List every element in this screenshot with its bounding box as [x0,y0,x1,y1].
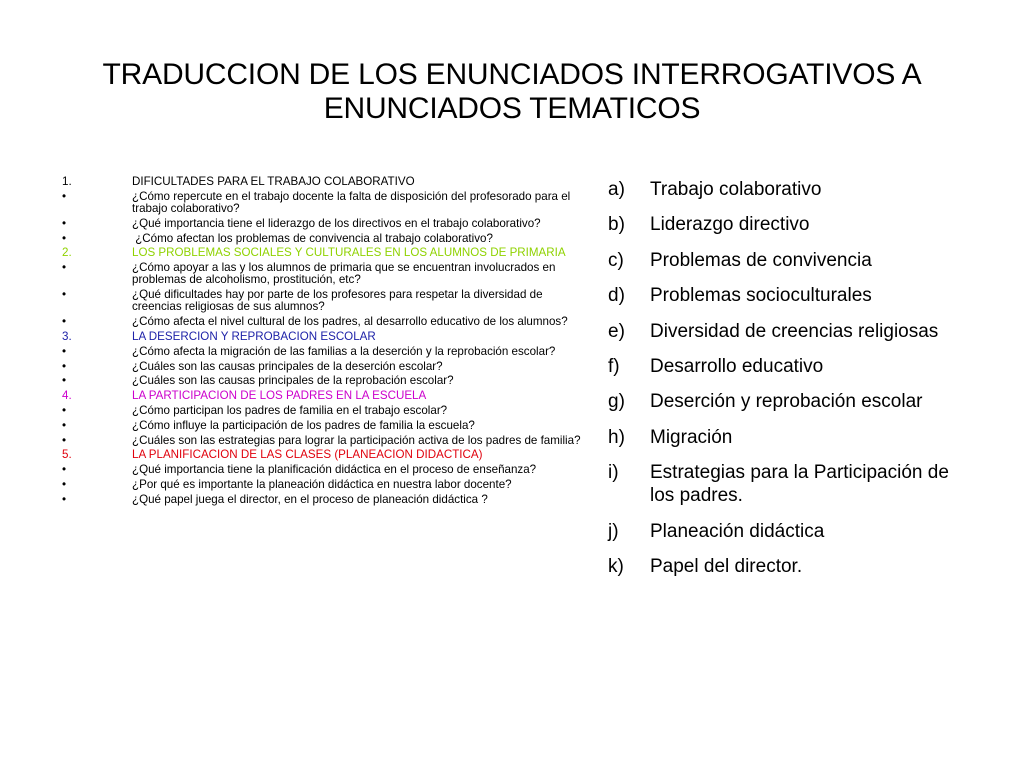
question-text: ¿Cuáles son las estrategias para lograr la participación activa de los padres de familia? [132,433,581,447]
theme-item [608,284,978,307]
bullet-icon: • [62,261,67,275]
question-text: ¿Por qué es importante la planeación didáctica en nuestra labor docente? [132,477,512,491]
section-heading-text: LA PARTICIPACION DE LOS PADRES EN LA ESCUELA [132,389,427,403]
section-heading-1 [62,176,592,188]
theme-letter: k) [608,555,624,577]
question-item [62,316,592,328]
theme-item [608,390,978,413]
section-heading-text: LOS PROBLEMAS SOCIALES Y CULTURALES EN LOS ALUMNOS DE PRIMARIA [132,246,566,260]
question-text: ¿Qué dificultades hay por parte de los profesores para respetar la diversidad de creencias religiosas de sus alumnos? [132,288,543,314]
bullet-icon: • [62,216,67,230]
section-heading-text: LA DESERCION Y REPROBACION ESCOLAR [132,329,376,343]
theme-item [608,249,978,272]
question-item [62,405,592,417]
theme-text: Planeación didáctica [650,520,825,542]
theme-item [608,213,978,236]
question-item [62,346,592,358]
bullet-icon: • [62,492,67,506]
section-heading-2 [62,247,592,259]
theme-item [608,178,978,201]
theme-text: Diversidad de creencias religiosas [650,320,939,342]
section-heading-3 [62,331,592,343]
section-number: 4. [62,389,72,403]
theme-item [608,426,978,449]
question-item [62,361,592,373]
question-text: ¿Cómo influye la participación de los padres de familia la escuela? [132,418,475,432]
question-item [62,289,592,313]
theme-letter: g) [608,391,625,413]
section-number: 2. [62,246,72,260]
bullet-icon: • [62,477,67,491]
question-item [62,479,592,491]
theme-letter: j) [608,520,619,542]
slide-title-line-2: ENUNCIADOS TEMATICOS [323,92,701,125]
bullet-icon: • [62,315,67,329]
question-text: ¿Cómo afectan los problemas de convivencia al trabajo colaborativo? [132,231,493,245]
question-item [62,233,592,245]
question-item [62,218,592,230]
question-text: ¿Cómo afecta el nivel cultural de los padres, al desarrollo educativo de los alumnos? [132,315,568,329]
question-item [62,420,592,432]
question-outline [62,176,592,509]
theme-text: Problemas socioculturales [650,285,872,307]
section-number: 3. [62,329,72,343]
bullet-icon: • [62,231,67,245]
theme-text: Desarrollo educativo [650,355,824,377]
question-item [62,262,592,286]
bullet-icon: • [62,359,67,373]
question-text: ¿Qué papel juega el director, en el proceso de planeación didáctica ? [132,492,488,506]
theme-letter: e) [608,320,625,342]
theme-letter: h) [608,426,625,448]
section-heading-text: LA PLANIFICACION DE LAS CLASES (PLANEACION DIDACTICA) [132,448,483,462]
theme-item [608,520,978,543]
question-text: ¿Cómo afecta la migración de las familias a la deserción y la reprobación escolar? [132,344,556,358]
bullet-icon: • [62,189,67,203]
theme-letter: c) [608,249,624,271]
theme-text: Estrategias para la Participación de los padres. [650,462,949,507]
question-text: ¿Cómo repercute en el trabajo docente la falta de disposición del profesorado para el trabajo colaborativo? [132,189,571,215]
theme-text: Papel del director. [650,555,803,577]
theme-letter: i) [608,462,619,484]
theme-text: Deserción y reprobación escolar [650,391,923,413]
section-heading-4 [62,390,592,402]
question-item [62,494,592,506]
theme-text: Liderazgo directivo [650,214,810,236]
question-item [62,191,592,215]
theme-list [608,178,978,590]
bullet-icon: • [62,433,67,447]
question-text: ¿Qué importancia tiene la planificación didáctica en el proceso de enseñanza? [132,463,537,477]
question-item [62,435,592,447]
section-heading-text: DIFICULTADES PARA EL TRABAJO COLABORATIVO [132,175,415,188]
theme-item [608,555,978,578]
question-item [62,464,592,476]
bullet-icon: • [62,288,67,302]
theme-letter: d) [608,285,625,307]
question-text: ¿Cuáles son las causas principales de la deserción escolar? [132,359,443,373]
bullet-icon: • [62,403,67,417]
question-text: ¿Cómo participan los padres de familia en el trabajo escolar? [132,403,448,417]
theme-item [608,320,978,343]
bullet-icon: • [62,418,67,432]
theme-letter: a) [608,179,625,200]
theme-letter: b) [608,214,625,236]
theme-text: Problemas de convivencia [650,249,872,271]
theme-text: Migración [650,426,733,448]
question-text: ¿Cuáles son las causas principales de la reprobación escolar? [132,374,454,388]
section-number: 5. [62,448,72,462]
question-text: ¿Qué importancia tiene el liderazgo de los directivos en el trabajo colaborativo? [132,216,541,230]
theme-letter: f) [608,355,620,377]
bullet-icon: • [62,463,67,477]
theme-text: Trabajo colaborativo [650,179,822,200]
slide-title [80,58,944,126]
section-heading-5 [62,449,592,461]
question-item [62,375,592,387]
bullet-icon: • [62,374,67,388]
question-text: ¿Cómo apoyar a las y los alumnos de primaria que se encuentran involucrados en problemas de alcoholismo, prostitución, etc? [132,261,556,287]
theme-item [608,355,978,378]
section-number: 1. [62,175,72,188]
theme-item [608,461,978,507]
slide-title-line-1: TRADUCCION DE LOS ENUNCIADOS INTERROGATIVOS A [102,58,922,91]
bullet-icon: • [62,344,67,358]
